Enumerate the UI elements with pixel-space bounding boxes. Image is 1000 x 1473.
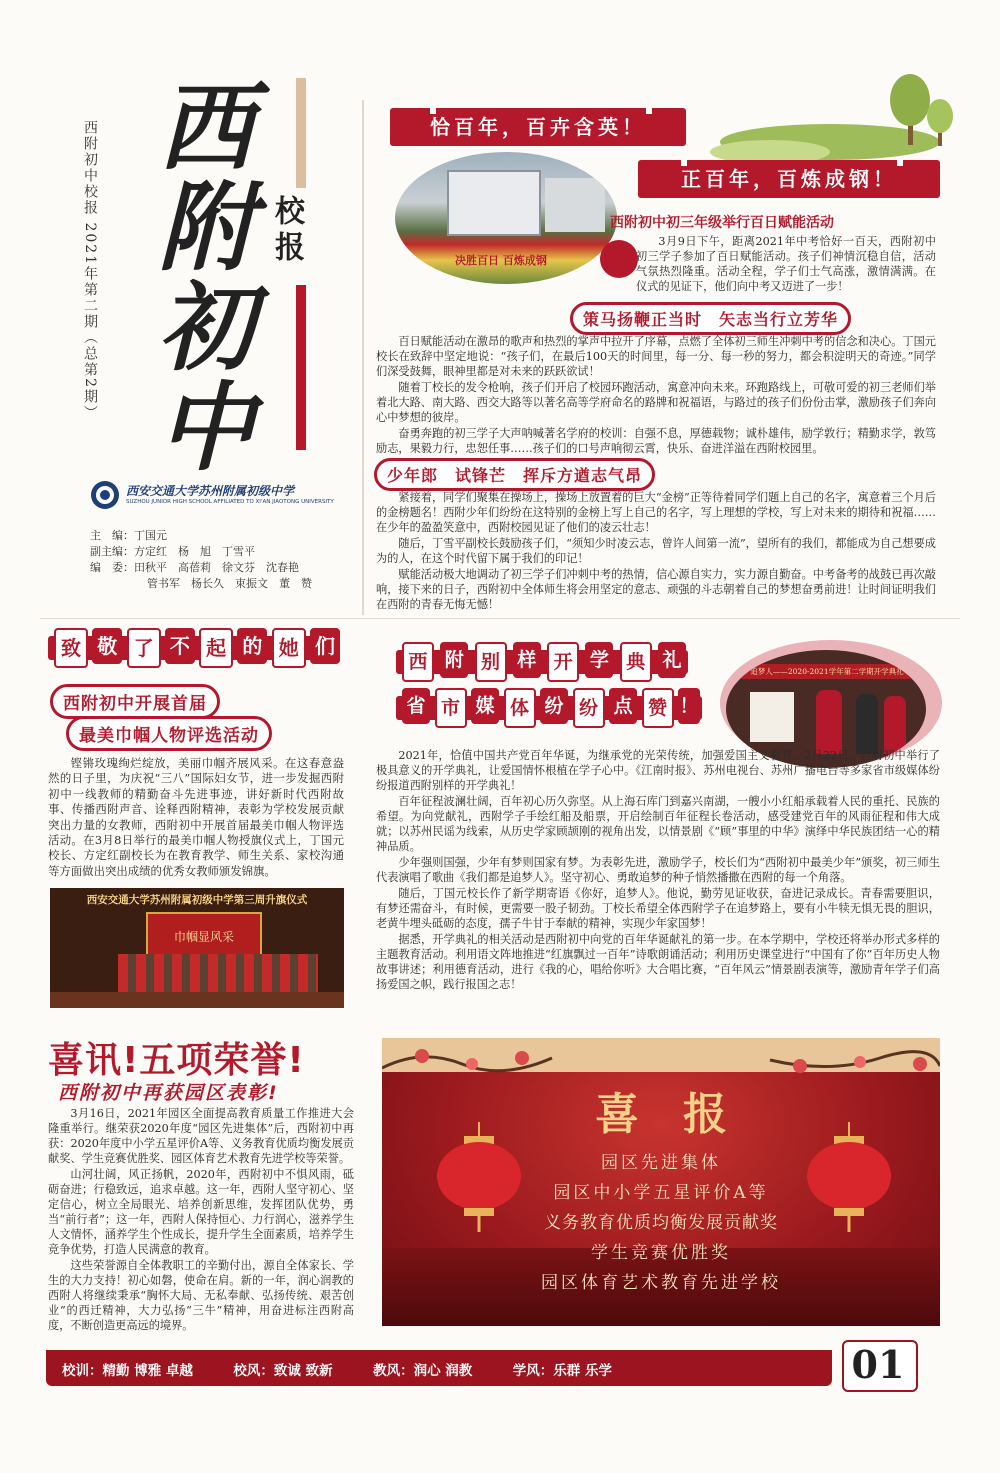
credit-row: 主 编：丁国元	[90, 529, 167, 542]
masthead-title	[158, 71, 268, 484]
body-women: 铿锵玫瑰绚烂绽放，美丽巾帼齐展风采。在这春意盎然的日子里，为庆祝“三八”国际妇女节，进一步发掘西附初中一线教师的精勤奋斗先进事迹，讲好新时代西附故事、传播西附声音、诠释西附精神，表彰为学校发展贡献突出力量的女教师，西附初中开展首届最美巾帼人物评选活动。在3月8日举行的最美巾帼人物授旗仪式上，丁国元校长、方定红副校长为在教育教学、师生关系、家校沟通等方面做出突出成绩的优秀女教师颁发锦旗。	[48, 756, 344, 878]
poster-item: 学生竞赛优胜奖	[591, 1243, 731, 1263]
ribbon-women-char: 敬	[92, 628, 122, 664]
ribbon-opening-char: 媒	[471, 688, 499, 724]
ribbon-centennial-1: 恰百年，百卉含英！	[390, 108, 686, 146]
credit-row: 副主编：方定红 杨 旭 丁雪平	[90, 545, 255, 558]
masthead-title-char: 附	[158, 171, 254, 284]
ribbon-women	[48, 628, 340, 668]
school-logo-cn: 西安交通大学苏州附属初级中学	[126, 484, 295, 498]
ribbon-opening-char: ！	[678, 688, 700, 724]
photo-women	[50, 888, 344, 1008]
section-divider	[40, 618, 960, 619]
ribbon-opening-char: 学	[585, 642, 613, 678]
masthead-subtitle: 校报	[269, 195, 304, 267]
photo-women-banner: 西安交通大学苏州附属初级中学第三周升旗仪式	[86, 894, 308, 906]
column-divider	[362, 100, 364, 615]
masthead-vertical-info: 西附初中校报 2021年第二期（总第2期）	[82, 120, 98, 421]
ribbon-women-char: 的	[237, 628, 267, 664]
page-number: 01	[851, 1342, 905, 1387]
school-logo-en: SUZHOU JUNIOR HIGH SCHOOL AFFILIATED TO XI'AN JIAOTONG UNIVERSITY	[126, 499, 334, 505]
ribbon-opening-char: 附	[440, 642, 468, 678]
ribbon-opening-char: 赞	[642, 688, 674, 728]
ribbon-women-char: 她	[272, 628, 306, 668]
pill-centennial-2: 少年郎 试锋芒 挥斥方遒志气昂	[374, 458, 655, 491]
photo-opening-banner: 追梦人——2020-2021学年第二学期开学典礼	[742, 664, 912, 679]
photo-centennial-caption: 决胜百日 百炼成钢	[455, 254, 547, 267]
photo-centennial	[395, 152, 617, 284]
ribbon-opening-char: 市	[435, 688, 467, 728]
photo-women-screen: 巾帼显风采	[173, 930, 234, 944]
ribbon-women-char: 们	[310, 628, 340, 664]
footer-motto: 校训：精勤 博雅 卓越 校风：致诚 致新 教风：润心 润教 学风：乐群 乐学	[62, 1363, 612, 1379]
ribbon-women-char: 了	[127, 628, 161, 668]
poster-item: 园区先进集体	[601, 1153, 721, 1173]
ribbon-opening-char: 礼	[658, 642, 686, 678]
headline-honors: 喜讯!五项荣誉!	[48, 1040, 305, 1081]
ribbon-opening-char: 体	[504, 688, 536, 728]
body-honors: 3月16日，2021年园区全面提高教育质量工作推进大会隆重举行。继荣获2020年度“园区先进集体”后，西附初中再获：2020年度中小学五星评价A等、义务教育优质均衡发展贡献奖、学生竞赛优胜奖、园区体育艺术教育先进学校等荣誉。 山河壮阔，风正扬帆，2020年，西附初中不惧风雨，砥砺奋进；行稳致远，追求卓越。这一年，西附人坚守初心、坚定信心，树立全局眼光、培养创新思维，发挥团队优势，勇当“前行者”；这一年，西附人保持恒心、力行润心，滋养学生人文情怀，涵养学生个性成长，提升学生全面素质，培养学生竞争优势，打造人民满意的教育。 这些荣誉源自全体教职工的辛勤付出，源自全体家长、学生的大力支持！初心如磐，使命在肩。新的一年，润心润教的西附人将继续秉承“胸怀大局、无私奉献、弘扬传统、艰苦创业”的西迁精神，大力弘扬“三牛”精神，用奋进标注西附高度，不断创造更高远的境界。	[48, 1107, 354, 1332]
headline-centennial: 西附初中初三年级举行百日赋能活动	[610, 215, 834, 231]
ribbon-opening-char: 纷	[540, 688, 568, 724]
poster-items	[482, 1148, 840, 1298]
subheadline-honors: 西附初中再获园区表彰!	[58, 1082, 279, 1104]
photo-centennial-dot	[600, 240, 638, 278]
masthead-title-char: 初	[158, 271, 254, 384]
pill-women-2: 最美巾帼人物评选活动	[66, 716, 272, 751]
school-emblem-icon	[90, 480, 120, 510]
credit-row: 管书军 杨长久 束振文 董 赞	[147, 577, 312, 590]
masthead-bar-tan	[296, 78, 306, 188]
ribbon-opening-char: 典	[620, 642, 652, 682]
tree-illustration-icon	[700, 70, 960, 170]
ribbon-opening-1	[396, 642, 688, 682]
ribbon-women-char: 不	[165, 628, 195, 664]
ribbon-centennial-2: 正百年，百炼成钢！	[638, 160, 940, 198]
honors-poster	[382, 1038, 940, 1326]
ribbon-opening-2	[396, 688, 702, 728]
ribbon-opening-char: 纷	[573, 688, 605, 728]
body-opening: 2021年，恰值中国共产党百年华诞，为继承党的光荣传统，加强爱国主义教育，2月22日，西附初中举行了极具意义的开学典礼，让爱国情怀根植在学子心中。《江南时报》、苏州电视台、苏州广播电台等多家省市级媒体纷纷报道西附别样的开学典礼！ 百年征程波澜壮阔，百年初心历久弥坚。从上海石库门到嘉兴南湖，一艘小小红船承载着人民的重托、民族的希望。为向党献礼，西附学子手绘红船及船票，开启绘制百年征程长卷活动，感受建党百年的风雨征程和伟大成就；以苏州民谣为线索，从历史学家顾颉刚的视角出发，以情景剧《“顾”事里的中华》演绎中华民族团结一心的精神品质。 少年强则国强，少年有梦则国家有梦。为表彰先进，激励学子，校长们为“西附初中最美少年”颁奖，初三师生代表演唱了歌曲《我们都是追梦人》。坚守初心、勇敢追梦的种子悄然播撒在西附的每一个角落。 随后，丁国元校长作了新学期寄语《你好，追梦人》。他说，勤劳见证收获，奋进记录成长。青春需要胆识，有梦还需奋斗，有时候，更需要一股子韧劲。丁校长希望全体西附学子在追梦路上，要有小牛犊无惧无畏的胆识，老黄牛埋头砥砺的态度，孺子牛甘于奉献的精神，实现少年家国梦！ 据悉，开学典礼的相关活动是西附初中向党的百年华诞献礼的第一步。在本学期中，学校还将举办形式多样的主题教育活动。利用语文阵地推进“红旗飘过一百年”诗歌朗诵活动；利用历史课堂进行“中国有了你”百年历史人物故事讲述；利用德育活动，进行《我的心，唱给你听》大合唱比赛，“百年风云”情景剧表演等，激励青年学子们高扬爱国之帜，践行报国之志！	[376, 749, 940, 991]
credit-row: 编 委：田秋平 高蓓莉 徐文芬 沈春艳	[90, 561, 299, 574]
ribbon-opening-char: 别	[475, 642, 507, 682]
ribbon-opening-char: 样	[513, 642, 541, 678]
masthead-title-char: 中	[158, 371, 254, 484]
pill-women-1: 西附初中开展首届	[50, 684, 220, 719]
masthead-title-char: 西	[158, 71, 254, 184]
credits	[90, 528, 350, 592]
ribbon-women-char: 起	[199, 628, 233, 668]
ribbon-opening-char: 西	[402, 642, 434, 682]
ribbon-opening-char: 开	[547, 642, 579, 682]
masthead-bar-red	[296, 285, 306, 450]
body-centennial-1: 百日赋能活动在激昂的歌声和热烈的掌声中拉开了序幕，点燃了全体初三师生冲刺中考的信念和决心。丁国元校长在致辞中坚定地说：“孩子们，在最后100天的时间里，每一分、每一秒的努力，都会积淀明天的奇迹。”同学们深受鼓舞，眼神里都是对未来的跃跃欲试！ 随着丁校长的发令枪响，孩子们开启了校园环跑活动，寓意冲向未来。环跑路线上，可敬可爱的初三老师们举着北大路、南大路、西交大路等以著名高等学府命名的路牌和祝福语，与路过的孩子们份份击掌，激励孩子们奔向心中梦想的彼岸。 奋勇奔跑的初三学子大声呐喊著名学府的校训：自强不息，厚德载物；诚朴雄伟，励学敦行；精勤求学，敦笃励志，果毅力行，忠恕任事……孩子们的口号声响彻云霄，快乐、奋进洋溢在西附校园里。	[376, 335, 936, 455]
ribbon-opening-char: 省	[402, 688, 430, 724]
pill-centennial-1: 策马扬鞭正当时 矢志当行立芳华	[570, 302, 851, 335]
poster-item: 义务教育优质均衡发展贡献奖	[544, 1213, 778, 1233]
poster-item: 园区体育艺术教育先进学校	[541, 1273, 781, 1293]
body-centennial-2: 紧接着，同学们聚集在操场上，操场上放置着的巨大“金榜”正等待着同学们题上自己的名字，寓意着三个月后的金榜题名！西附少年们纷纷在这特别的金榜上写上自己的名字，写上理想的学校，写上对未来的期待和祝福……在少年的盈盈笑意中，西附校园见证了他们的凌云壮志！ 随后，丁雪平副校长鼓励孩子们，“须知少时凌云志，曾许人间第一流”，望所有的我们，都能成为自己想要成为的人，在这个时代留下属于我们的印记！ 赋能活动极大地调动了初三学子们冲刺中考的热情，信心源自实力，实力源自勤奋。中考备考的战鼓已再次敲响，接下来的日子，西附初中全体师生将会用坚定的意志、顽强的斗志朝着自己的梦想奋勇前进！让时间证明我们在西附的青春无悔无憾！	[376, 491, 936, 611]
poster-title: 喜 报	[595, 1089, 727, 1140]
ribbon-opening-char: 点	[609, 688, 637, 724]
ribbon-women-char: 致	[54, 628, 88, 668]
school-logo	[90, 478, 334, 514]
poster-item: 园区中小学五星评价A等	[553, 1183, 769, 1203]
intro-centennial: 3月9日下午，距离2021年中考恰好一百天，西附初中初三学子参加了百日赋能活动。孩子们神情沉稳自信，活动气氛热烈隆重。活动全程，学子们士气高涨，激情满满。在仪式的见证下，他们向中考又迈进了一步！	[636, 235, 936, 293]
